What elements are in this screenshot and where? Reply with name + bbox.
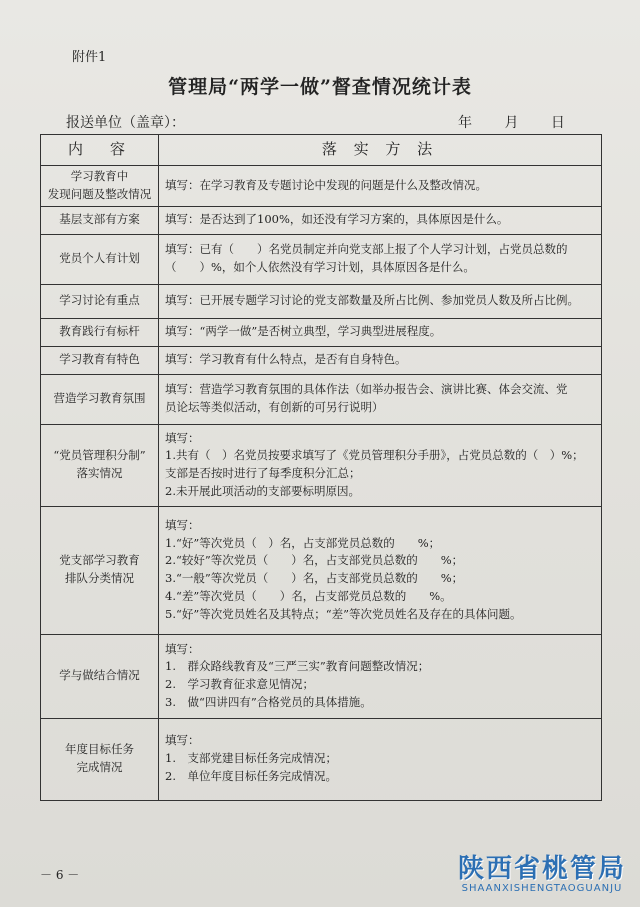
row-method-text: 填写： — [165, 733, 200, 748]
row-method-text: 支部是否按时进行了每季度积分汇总； — [165, 466, 361, 481]
row-method-text: 2. 学习教育征求意见情况； — [165, 677, 314, 692]
row-item-cell — [41, 234, 159, 284]
row-method-cell — [159, 718, 602, 800]
row-method-text: 填写：“两学一做”是否树立典型，学习典型进展程度。 — [165, 324, 442, 339]
row-method-text: 5.“好”等次党员姓名及其特点；“差”等次党员姓名及存在的具体问题。 — [165, 606, 522, 621]
row-method-cell — [159, 424, 602, 506]
watermark-title: 陕西省桃管局 — [457, 854, 626, 884]
row-method-text: 1. 支部党建目标任务完成情况； — [165, 751, 337, 766]
table-row — [41, 206, 602, 234]
row-method-text: 1.“好”等次党员（ ）名，占支部党员总数的 %； — [165, 535, 441, 550]
row-method-text: 填写：已有（ ）名党员制定并向党支部上报了个人学习计划，占党员总数的 — [165, 242, 568, 257]
row-item-text: 党员个人有计划 — [59, 251, 140, 266]
row-method-text: 2. 单位年度目标任务完成情况。 — [165, 769, 337, 784]
watermark-subtitle: SHAANXISHENGTAOGUANJU — [461, 883, 623, 894]
row-method-cell — [159, 206, 602, 234]
page-title: 管理局“两学一做”督查情况统计表 — [168, 76, 472, 98]
row-item-cell — [41, 166, 159, 207]
row-method-text: 2.未开展此项活动的支部要标明原因。 — [165, 483, 360, 498]
row-item-text: 学与做结合情况 — [59, 668, 140, 683]
row-method-text: 填写：学习教育有什么特点，是否有自身特色。 — [165, 352, 407, 367]
row-item-text: 营造学习教育氛围 — [53, 391, 146, 406]
row-item-text: 年度目标任务 — [65, 742, 134, 757]
row-method-text: 填写： — [165, 517, 200, 532]
date-day-label: 日 — [550, 115, 565, 131]
row-method-text: 填写：是否达到了100%，如还没有学习方案的，具体原因是什么。 — [165, 212, 509, 227]
row-item-text: “党员管理积分制” — [53, 448, 146, 463]
row-item-text: 基层支部有方案 — [59, 212, 140, 227]
row-item-cell — [41, 284, 159, 318]
table-row — [41, 424, 602, 506]
table-row — [41, 374, 602, 424]
date-year-label: 年 — [458, 115, 472, 131]
row-method-text: 填写： — [165, 430, 200, 445]
table-body — [41, 166, 602, 801]
report-unit-label: 报送单位（盖章）： — [66, 115, 185, 131]
row-method-cell — [159, 318, 602, 346]
row-method-text: 3. 做“四讲四有”合格党员的具体措施。 — [165, 694, 372, 709]
table-row — [41, 234, 602, 284]
row-item-cell — [41, 718, 159, 800]
row-item-cell — [41, 424, 159, 506]
row-method-text: 填写：营造学习教育氛围的具体作法（如举办报告会、演讲比赛、体会交流、党 — [165, 382, 568, 397]
row-item-cell — [41, 506, 159, 634]
row-method-cell — [159, 166, 602, 207]
row-method-text: 2.“较好”等次党员（ ）名，占支部党员总数的 %； — [165, 553, 464, 568]
table-row — [41, 284, 602, 318]
row-item-text: 学习讨论有重点 — [59, 293, 140, 308]
date-month-label: 月 — [504, 115, 519, 131]
row-method-cell — [159, 634, 602, 718]
row-item-text: 党支部学习教育 — [59, 553, 140, 568]
row-method-text: 填写：已开展专题学习讨论的党支部数量及所占比例、参加党员人数及所占比例。 — [165, 293, 579, 308]
row-method-text: 1.共有（ ）名党员按要求填写了《党员管理积分手册》，占党员总数的（ ）%； — [165, 448, 584, 463]
row-item-text: 完成情况 — [76, 760, 123, 775]
row-item-text: 学习教育中 — [70, 169, 129, 183]
row-method-text: 填写： — [165, 641, 200, 656]
row-item-cell — [41, 374, 159, 424]
attachment-label: 附件1 — [72, 50, 107, 65]
row-method-cell — [159, 346, 602, 374]
table-row — [41, 318, 602, 346]
table-header-row — [41, 135, 602, 166]
row-method-cell — [159, 284, 602, 318]
table-row — [41, 166, 602, 207]
page-number: － 6 － — [40, 868, 80, 882]
table-row — [41, 506, 602, 634]
row-item-cell — [41, 206, 159, 234]
row-method-text: 1. 群众路线教育及“三严三实”教育问题整改情况； — [165, 659, 430, 674]
row-method-text: 填写：在学习教育及专题讨论中发现的问题是什么及整改情况。 — [165, 177, 487, 192]
date-line — [458, 112, 593, 132]
table-row — [41, 634, 602, 718]
row-item-text: 发现问题及整改情况 — [47, 186, 152, 201]
row-method-cell — [159, 234, 602, 284]
row-item-text: 学习教育有特色 — [59, 352, 140, 367]
row-method-text: （ ）%，如个人依然没有学习计划，具体原因各是什么。 — [165, 260, 475, 275]
row-method-cell — [159, 374, 602, 424]
row-item-cell — [41, 346, 159, 374]
row-item-text: 教育践行有标杆 — [59, 324, 140, 339]
row-method-text: 3.“一般”等次党员（ ）名，占支部党员总数的 %； — [165, 571, 464, 586]
row-item-cell — [41, 318, 159, 346]
inspection-table — [40, 134, 602, 801]
row-method-cell — [159, 506, 602, 634]
column-header-content: 内 容 — [41, 135, 159, 166]
row-method-text: 4.“差”等次党员（ ）名，占支部党员总数的 %。 — [165, 588, 452, 603]
row-method-text: 员论坛等类似活动，有创新的可另行说明） — [165, 400, 384, 415]
row-item-text: 落实情况 — [76, 466, 123, 481]
column-header-method: 落 实 方 法 — [159, 135, 602, 166]
table-row — [41, 718, 602, 800]
row-item-text: 排队分类情况 — [65, 571, 134, 586]
row-item-cell — [41, 634, 159, 718]
watermark-logo — [458, 848, 626, 894]
table-row — [41, 346, 602, 374]
